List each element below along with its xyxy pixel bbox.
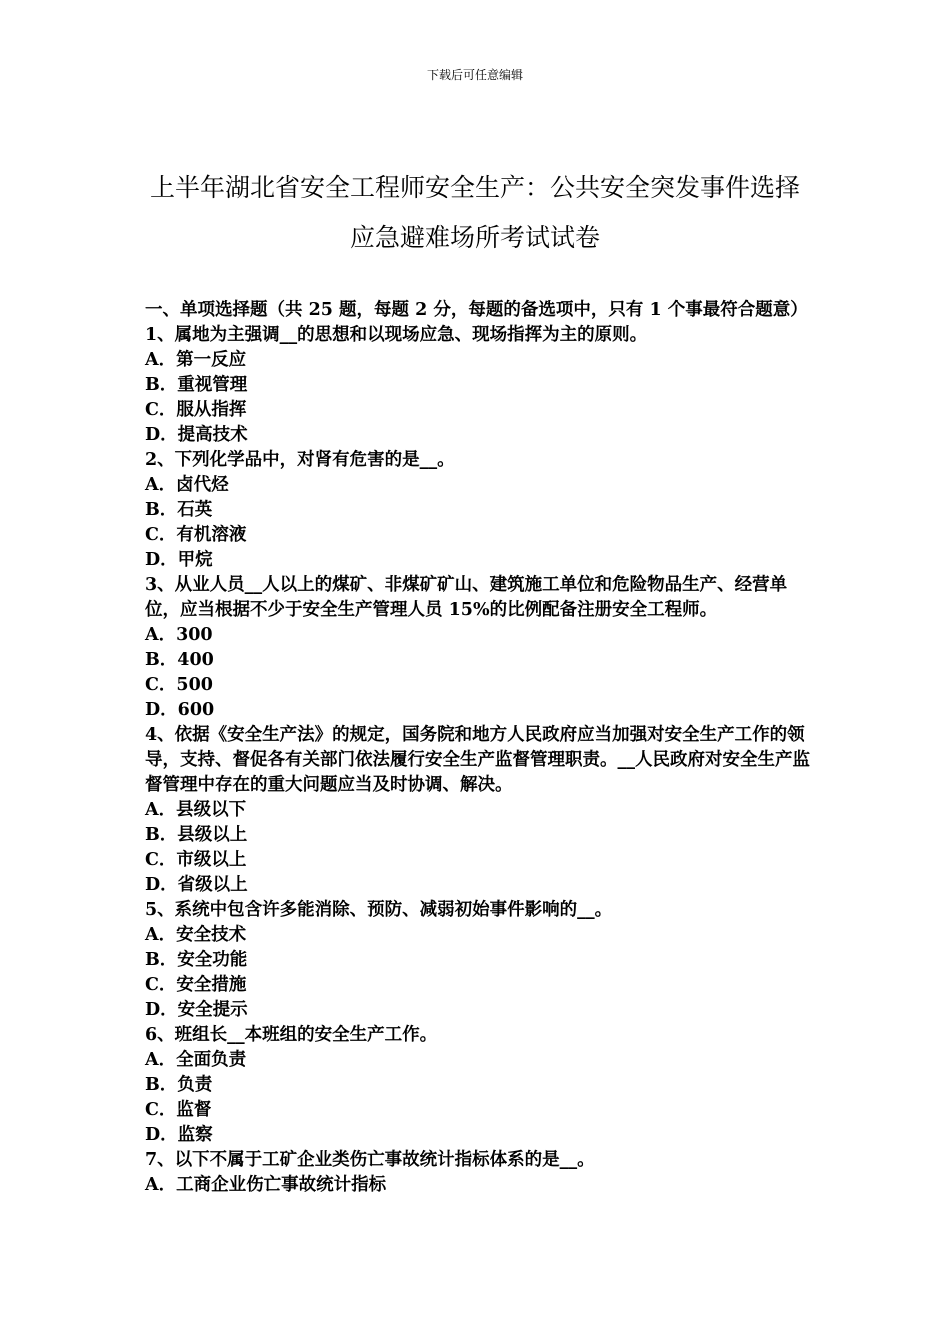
option-c: C．有机溶液 xyxy=(145,525,247,545)
question-stem: 7、以下不属于工矿企业类伤亡事故统计指标体系的是__。 xyxy=(145,1150,595,1170)
option-a: A．县级以下 xyxy=(145,800,247,820)
document-title: 上半年湖北省安全工程师安全生产：公共安全突发事件选择应急避难场所考试试卷 xyxy=(149,172,800,252)
question-stem: 6、班组长__本班组的安全生产工作。 xyxy=(145,1025,438,1045)
question-1 xyxy=(145,323,813,448)
option-d: D．甲烷 xyxy=(145,550,213,570)
option-a: A．安全技术 xyxy=(145,925,247,945)
option-d: D．省级以上 xyxy=(145,875,248,895)
exam-content xyxy=(145,298,813,1198)
question-stem: 2、下列化学品中，对肾有危害的是__。 xyxy=(145,450,455,470)
option-b: B．安全功能 xyxy=(145,950,248,970)
question-5 xyxy=(145,898,813,1023)
page-header: 下载后可任意编辑 xyxy=(426,68,523,82)
question-stem: 3、从业人员__人以上的煤矿、非煤矿矿山、建筑施工单位和危险物品生产、经营单位，应当根据不少于安全生产管理人员 15%的比例配备注册安全工程师。 xyxy=(145,575,788,620)
option-d: D．600 xyxy=(145,700,215,720)
question-3 xyxy=(145,573,813,723)
option-b: B．县级以上 xyxy=(145,825,248,845)
option-a: A．全面负责 xyxy=(145,1050,247,1070)
option-c: C．500 xyxy=(145,675,213,695)
option-d: D．提高技术 xyxy=(145,425,248,445)
option-b: B．400 xyxy=(145,650,214,670)
option-a: A．工商企业伤亡事故统计指标 xyxy=(145,1175,387,1195)
question-stem: 4、依据《安全生产法》的规定，国务院和地方人民政府应当加强对安全生产工作的领导，支持、督促各有关部门依法履行安全生产监督管理职责。__人民政府对安全生产监督管理中存在的重大问题应当及时协调、解决。 xyxy=(145,725,810,795)
question-stem: 1、属地为主强调__的思想和以现场应急、现场指挥为主的原则。 xyxy=(145,325,648,345)
option-c: C．服从指挥 xyxy=(145,400,247,420)
question-2 xyxy=(145,448,813,573)
option-d: D．安全提示 xyxy=(145,1000,248,1020)
option-a: A．第一反应 xyxy=(145,350,247,370)
option-b: B．石英 xyxy=(145,500,213,520)
option-d: D．监察 xyxy=(145,1125,213,1145)
question-6 xyxy=(145,1023,813,1148)
option-a: A．300 xyxy=(145,625,213,645)
section-heading: 一、单项选择题（共 25 题，每题 2 分，每题的备选项中，只有 1 个事最符合题意） xyxy=(145,300,808,320)
question-7 xyxy=(145,1148,813,1198)
option-b: B．重视管理 xyxy=(145,375,248,395)
option-a: A．卤代烃 xyxy=(145,475,229,495)
option-b: B．负责 xyxy=(145,1075,213,1095)
option-c: C．监督 xyxy=(145,1100,212,1120)
option-c: C．安全措施 xyxy=(145,975,247,995)
question-4 xyxy=(145,723,813,898)
question-stem: 5、系统中包含许多能消除、预防、减弱初始事件影响的__。 xyxy=(145,900,613,920)
option-c: C．市级以上 xyxy=(145,850,247,870)
